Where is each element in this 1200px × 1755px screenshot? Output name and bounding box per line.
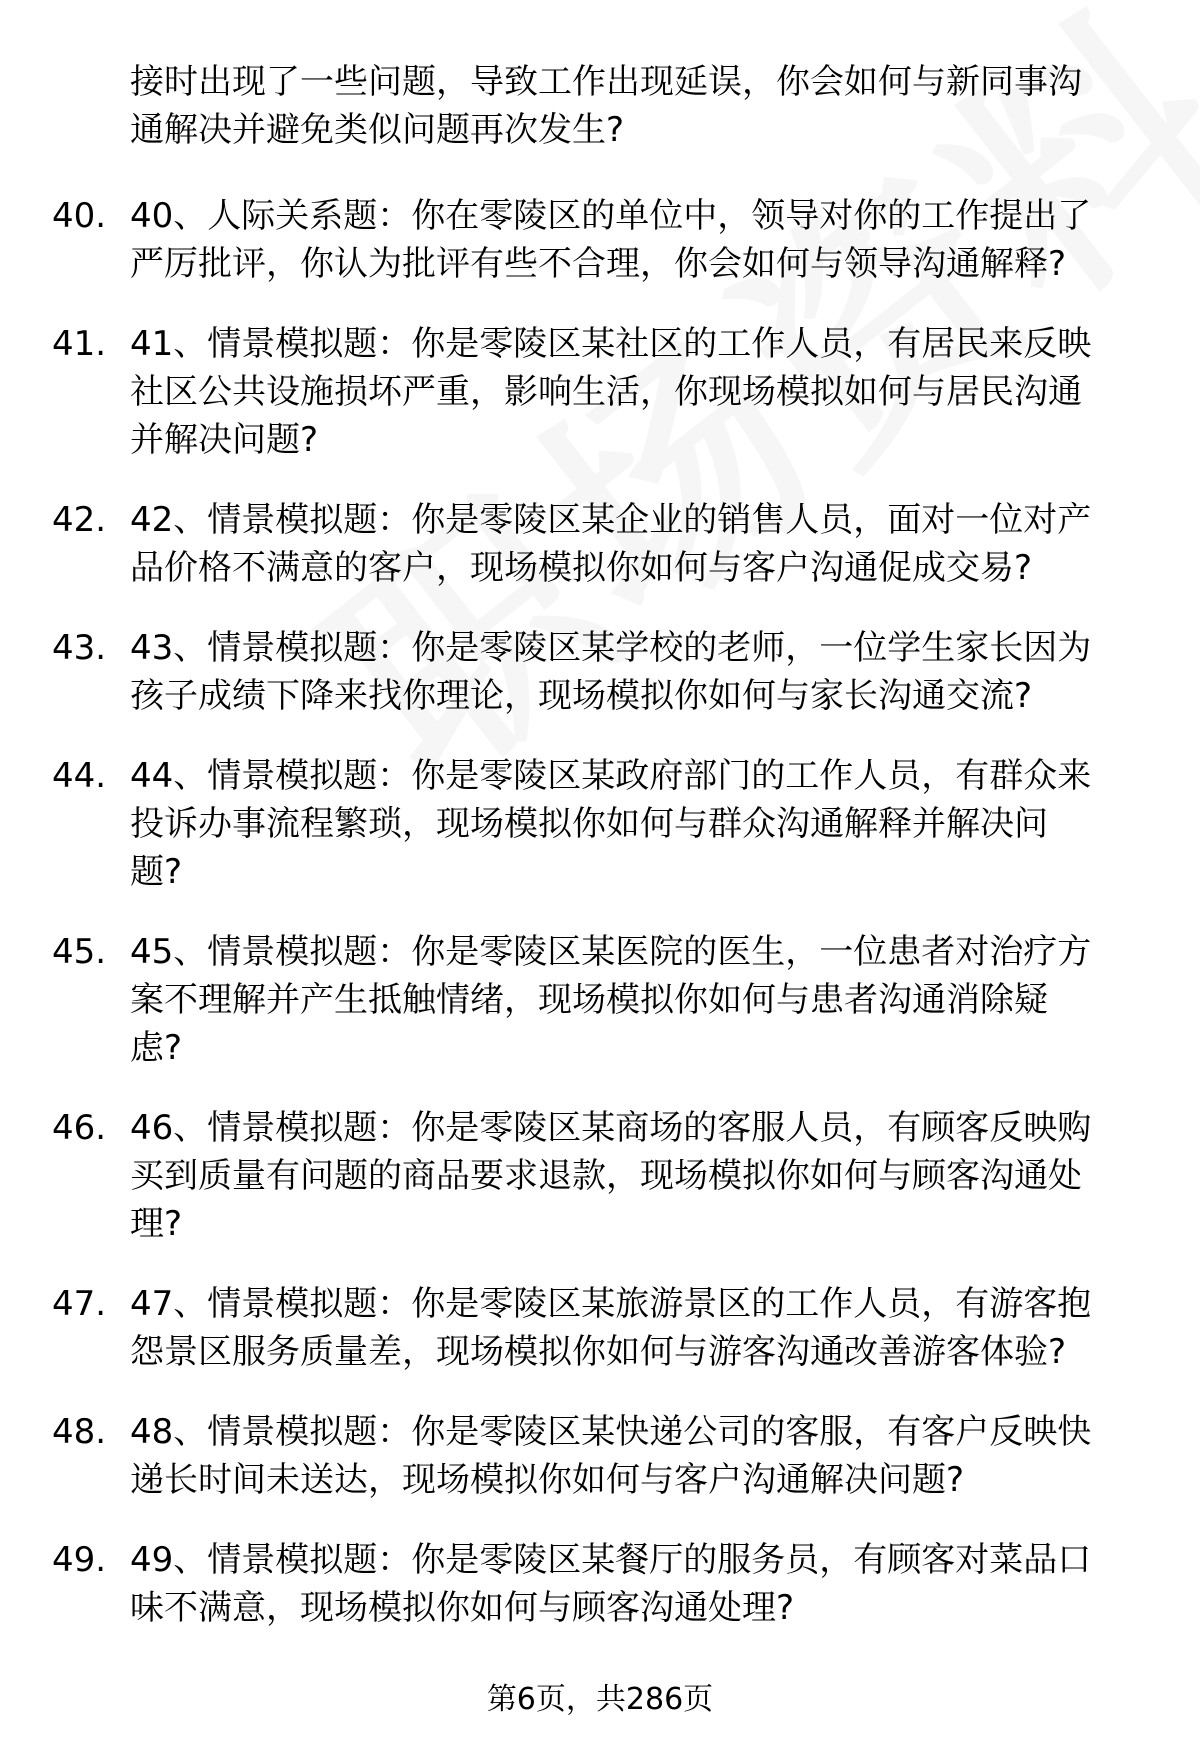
list-number: 48. [52, 1412, 107, 1452]
list-item-46 [0, 1104, 1200, 1248]
list-item-48 [0, 1408, 1200, 1504]
list-item-40 [0, 192, 1200, 288]
list-item-43 [0, 624, 1200, 720]
question-text: 45、情景模拟题：你是零陵区某医院的医生，一位患者对治疗方 案不理解并产生抵触情绪，现场模拟你如何与患者沟通消除疑 虑? [130, 932, 1092, 1068]
question-text: 48、情景模拟题：你是零陵区某快递公司的客服，有客户反映快 递长时间未送达，现场模拟你如何与客户沟通解决问题? [130, 1412, 1092, 1500]
question-text: 41、情景模拟题：你是零陵区某社区的工作人员，有居民来反映 社区公共设施损坏严重，影响生活，你现场模拟如何与居民沟通 并解决问题? [130, 324, 1092, 460]
question-text: 47、情景模拟题：你是零陵区某旅游景区的工作人员，有游客抱 怨景区服务质量差，现场模拟你如何与游客沟通改善游客体验? [130, 1284, 1092, 1372]
continued-question-text: 接时出现了一些问题，导致工作出现延误，你会如何与新同事沟 通解决并避免类似问题再次发生? [130, 62, 1082, 150]
question-text: 44、情景模拟题：你是零陵区某政府部门的工作人员，有群众来 投诉办事流程繁琐，现场模拟你如何与群众沟通解释并解决问 题? [130, 756, 1092, 892]
question-text: 43、情景模拟题：你是零陵区某学校的老师，一位学生家长因为 孩子成绩下降来找你理论，现场模拟你如何与家长沟通交流? [130, 628, 1092, 716]
list-item-44 [0, 752, 1200, 896]
list-item-45 [0, 928, 1200, 1072]
list-number: 47. [52, 1284, 107, 1324]
list-number: 42. [52, 500, 107, 540]
list-number: 41. [52, 324, 107, 364]
list-number: 44. [52, 756, 107, 796]
list-number: 40. [52, 196, 107, 236]
question-text: 42、情景模拟题：你是零陵区某企业的销售人员，面对一位对产 品价格不满意的客户，现场模拟你如何与客户沟通促成交易? [130, 500, 1092, 588]
list-number: 49. [52, 1540, 107, 1580]
page-footer: 第6页，共286页 [486, 1682, 714, 1717]
question-text: 40、人际关系题：你在零陵区的单位中，领导对你的工作提出了 严厉批评，你认为批评有些不合理，你会如何与领导沟通解释? [130, 196, 1092, 284]
list-number: 45. [52, 932, 107, 972]
list-number: 46. [52, 1108, 107, 1148]
list-item-41 [0, 320, 1200, 464]
list-number: 43. [52, 628, 107, 668]
list-item-42 [0, 496, 1200, 592]
question-text: 49、情景模拟题：你是零陵区某餐厅的服务员，有顾客对菜品口 味不满意，现场模拟你如何与顾客沟通处理? [130, 1540, 1092, 1628]
list-item-47 [0, 1280, 1200, 1376]
question-list [0, 192, 1200, 1664]
question-text: 46、情景模拟题：你是零陵区某商场的客服人员，有顾客反映购 买到质量有问题的商品要求退款，现场模拟你如何与顾客沟通处 理? [130, 1108, 1092, 1244]
list-item-49 [0, 1536, 1200, 1632]
